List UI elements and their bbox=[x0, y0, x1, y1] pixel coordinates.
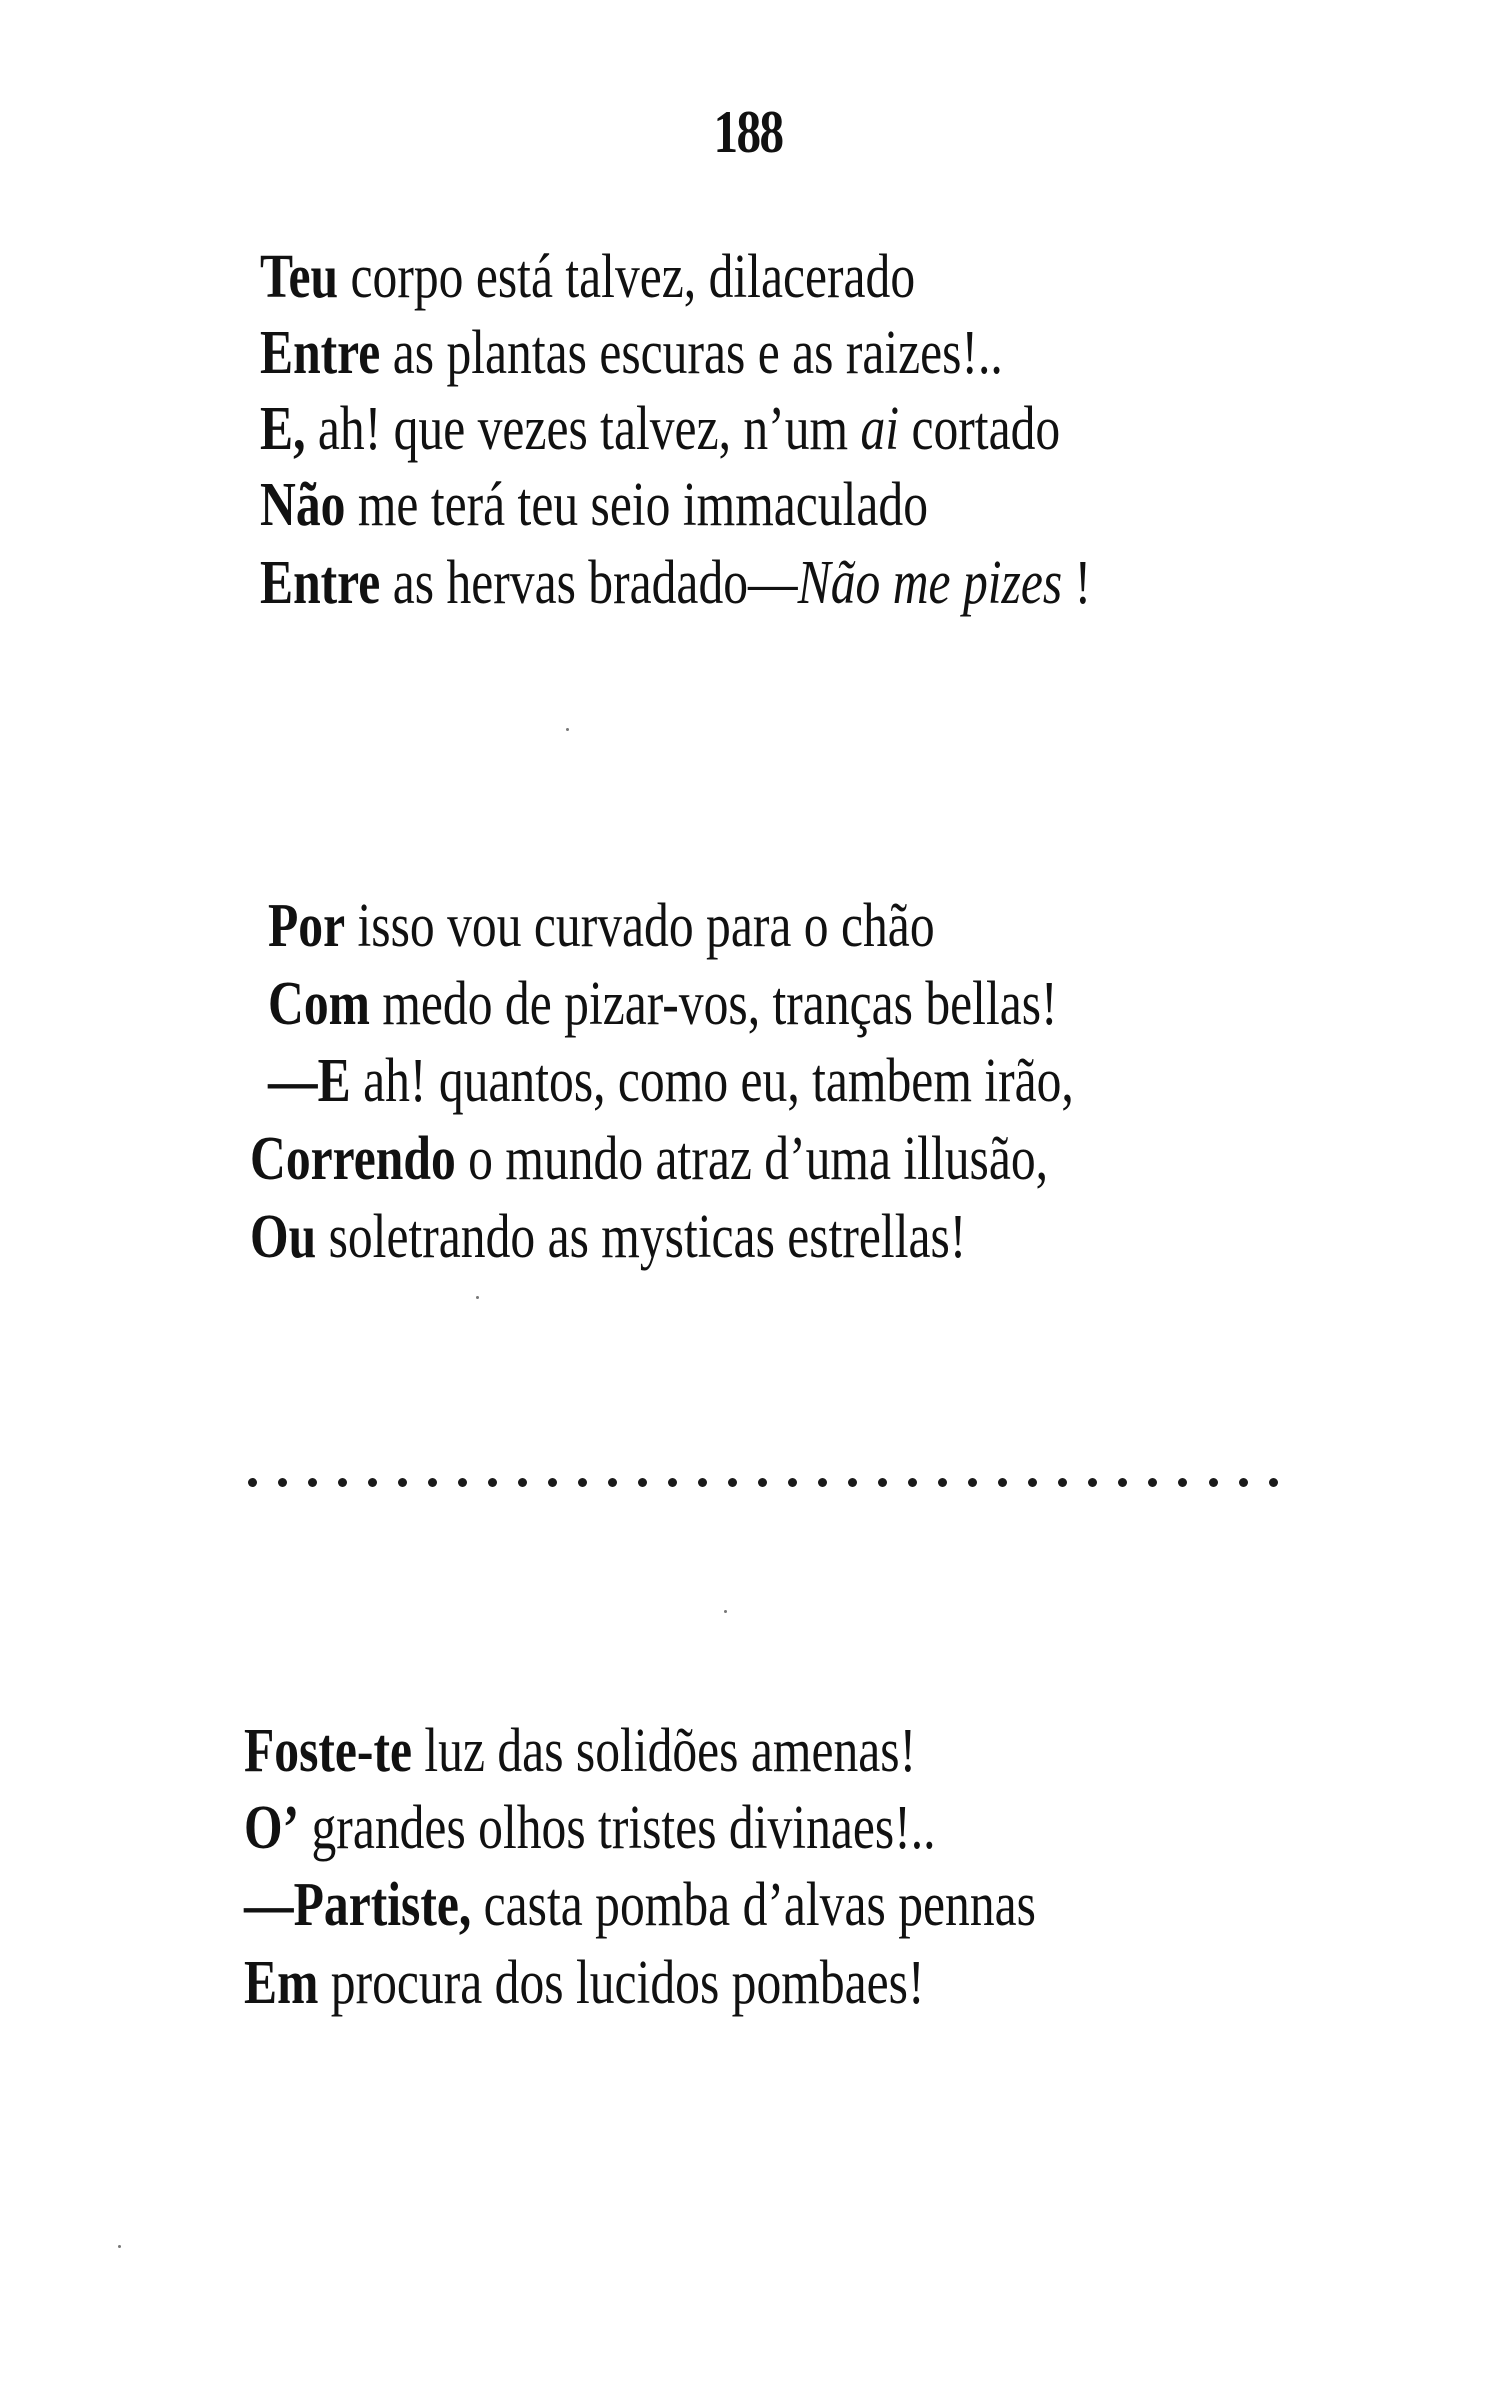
verse-line: —Partiste, casta pomba d’alvas pennas bbox=[244, 1871, 1036, 1939]
verse-line: Não me terá teu seio immaculado bbox=[260, 471, 929, 539]
verse-line: Entre as plantas escuras e as raizes!.. bbox=[260, 319, 1003, 387]
verse-line: O’ grandes olhos tristes divinaes!.. bbox=[244, 1794, 936, 1862]
verse-line: E, ah! que vezes talvez, n’um ai cortado bbox=[260, 395, 1061, 463]
print-speck bbox=[566, 728, 569, 731]
page-number: 188 bbox=[713, 99, 783, 165]
verse-line: —E ah! quantos, como eu, tambem irão, bbox=[268, 1047, 1074, 1115]
verse-line: Com medo de pizar-vos, tranças bellas! bbox=[268, 970, 1058, 1038]
print-speck bbox=[118, 2245, 121, 2248]
print-speck bbox=[724, 1610, 727, 1613]
verse-line: Ou soletrando as mysticas estrellas! bbox=[250, 1203, 967, 1271]
print-speck bbox=[476, 1296, 479, 1299]
verse-line: Entre as hervas bradado—Não me pizes ! bbox=[260, 549, 1092, 617]
verse-line: Teu corpo está talvez, dilacerado bbox=[260, 243, 916, 311]
verse-line: Correndo o mundo atraz d’uma illusão, bbox=[250, 1125, 1049, 1193]
dotted-separator bbox=[248, 1478, 1278, 1487]
verse-line: Em procura dos lucidos pombaes! bbox=[244, 1949, 925, 2017]
verse-line: Por isso vou curvado para o chão bbox=[268, 892, 935, 960]
verse-line: Foste-te luz das solidões amenas! bbox=[244, 1717, 917, 1785]
